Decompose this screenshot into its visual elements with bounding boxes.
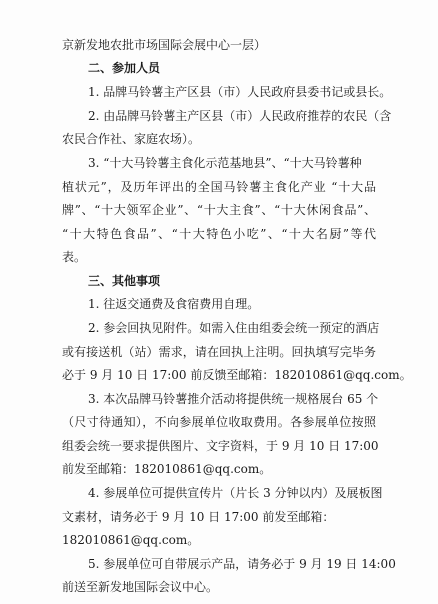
text-line: 牌”、“十大领军企业”、“十大主食”、“十大休闲食品”、	[62, 203, 376, 217]
section-heading-participants: 二、参加人员	[88, 61, 161, 75]
text-line: 前发至邮箱：182010861@qq.com。	[62, 462, 272, 476]
text-line: 植状元”，及历年评出的全国马铃薯主食化产业 “十大品	[62, 180, 376, 194]
text-line: 182010861@qq.com。	[62, 533, 200, 547]
text-line: 4. 参展单位可提供宣传片（片长 3 分钟以内）及展板图	[88, 486, 383, 500]
text-line: 组委会统一要求提供图片、文字资料，于 9 月 10 日 17:00	[62, 439, 379, 453]
text-line: 或有接送机（站）需求，请在回执上注明。回执填写完毕务	[62, 345, 376, 359]
text-line: 2. 由品牌马铃薯主产区县（市）人民政府推荐的农民（含	[88, 109, 392, 123]
text-line: 农民合作社、家庭农场）。	[62, 132, 201, 146]
section-heading-other-matters: 三、其他事项	[88, 274, 161, 288]
text-line: 5. 参展单位可自带展示产品，请务必于 9 月 19 日 14:00	[88, 557, 396, 571]
text-line: 2. 参会回执见附件。如需入住由组委会统一预定的酒店	[88, 321, 380, 335]
text-line: 3. “十大马铃薯主食化示范基地县”、“十大马铃薯种	[88, 156, 362, 170]
text-line: 前送至新发地国际会议中心。	[62, 580, 219, 594]
text-line: 1. 品牌马铃薯主产区县（市）人民政府县委书记或县长。	[88, 85, 392, 99]
text-line: 必于 9 月 10 日 17:00 前反馈至邮箱：182010861@qq.com。	[62, 368, 412, 382]
text-line: “十大特色食品”、“十大特色小吃”、“十大名厨”等代	[62, 227, 376, 241]
text-line: 文素材，请务必于 9 月 10 日 17:00 前发至邮箱：	[62, 510, 335, 524]
text-line: 京新发地农批市场国际会展中心一层）	[62, 38, 267, 52]
text-line: 1. 往返交通费及食宿费用自理。	[88, 297, 260, 311]
text-line: 表。	[62, 250, 87, 264]
text-line: 3. 本次品牌马铃薯推介活动将提供统一规格展台 65 个	[88, 392, 379, 406]
text-line: （尺寸待通知），不向参展单位收取费用。各参展单位按照	[62, 415, 376, 429]
